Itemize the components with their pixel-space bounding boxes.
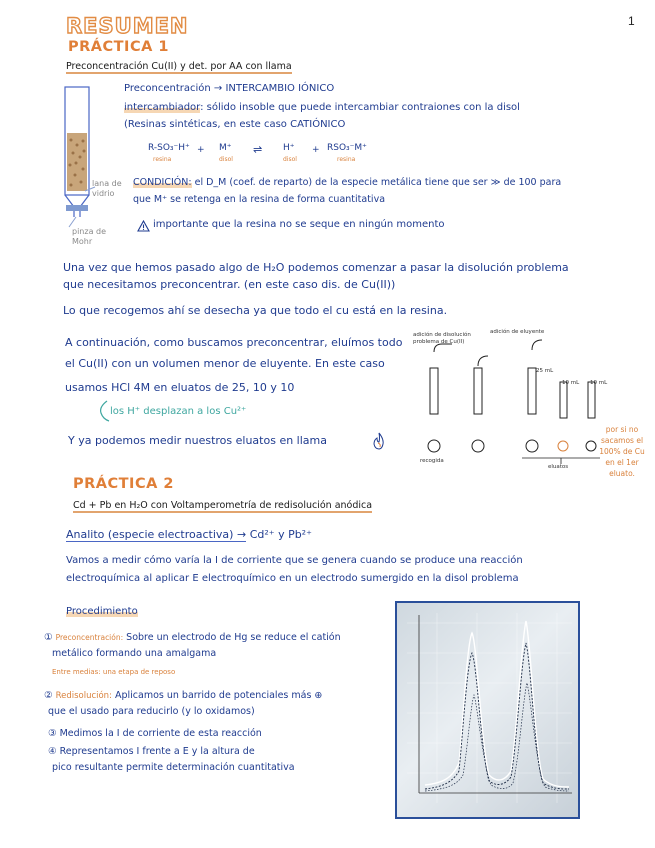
para3-line1: A continuación, como buscamos preconcentrar, eluímos todo (65, 336, 403, 349)
practica1-subtitle: Preconcentración Cu(II) y det. por AA con llama (66, 61, 292, 72)
pinza-pointer (69, 217, 76, 227)
resin-column-drawing (55, 85, 130, 245)
diagram-label-bottom-right: eluatos (548, 464, 569, 470)
diagram-flask-4 (558, 441, 568, 451)
diagram-column-3 (528, 368, 536, 414)
pinza-label: pinza de Mohr (72, 227, 107, 246)
page-title: RESUMEN (66, 14, 189, 38)
diagram-label-bottom-left: recogida (420, 458, 444, 464)
eq-r1-label: resina (153, 156, 172, 163)
diagram-label-e10a: 10 mL (562, 380, 580, 386)
step-2-text2: que el usado para reducirlo (y lo oxidamos) (48, 706, 255, 717)
condicion-label: CONDICIÓN: (133, 177, 192, 188)
diagram-column-2 (474, 368, 482, 414)
voltammogram-photo (395, 601, 580, 819)
step-3-text1: Medimos la I de corriente de esta reacción (59, 728, 262, 739)
condicion-text: el D_M (coef. de reparto) de la especie metálica tiene que ser ≫ de 100 para (194, 177, 562, 188)
step-1-text1: Sobre un electrodo de Hg se reduce el catión (126, 632, 341, 643)
step-3 (48, 728, 262, 739)
eq-plus2: + (312, 145, 320, 155)
step-1-text2: metálico formando una amalgama (52, 648, 217, 659)
step-1-label: Preconcentración: (55, 633, 124, 642)
practica1-heading: PRÁCTICA 1 (68, 39, 169, 55)
intercambiador-term: intercambiador (124, 102, 201, 113)
diagram-flask-1 (428, 440, 440, 452)
flame-icon (370, 431, 388, 451)
step-4-text2: pico resultante permite determinación cuantitativa (52, 762, 295, 773)
brace-bracket (97, 399, 111, 423)
diagram-flask-5 (586, 441, 596, 451)
diagram-flask-3 (526, 440, 538, 452)
resinas-line: (Resinas sintéticas, en este caso CATIÓNICO (124, 119, 346, 130)
practica2-subtitle: Cd + Pb en H₂O con Voltamperometría de redisolución anódica (73, 500, 373, 511)
procedimiento-label: Procedimiento (66, 606, 138, 617)
para1-line2: que necesitamos preconcentrar. (en este caso dis. de Cu(II)) (63, 278, 396, 291)
diagram-label-e25: 25 mL (536, 368, 554, 374)
diagram-column-4 (560, 382, 567, 418)
warning-text: importante que la resina no se seque en ningún momento (153, 219, 445, 230)
practica2-heading: PRÁCTICA 2 (73, 476, 174, 492)
warning-icon (137, 220, 150, 232)
step-4-text1: Representamos I frente a E y la altura de (59, 746, 255, 757)
reposo-note: Entre medias: una etapa de reposo (52, 668, 176, 676)
intercambiador-def: : sólido insoble que puede intercambiar contraiones con la disol (200, 102, 520, 113)
diagram-column-1 (430, 368, 438, 414)
intercambiador-line (124, 102, 520, 113)
step-2-text1: Aplicamos un barrido de potenciales más ⊕ (114, 690, 323, 701)
step-2-num: ② (44, 690, 53, 701)
analito-species: Cd²⁺ y Pb²⁺ (249, 528, 312, 541)
step-2 (44, 690, 322, 701)
para3-line3: usamos HCl 4M en eluatos de 25, 10 y 10 (65, 381, 295, 394)
condicion-text2: que M⁺ se retenga en la resina de forma cuantitativa (133, 194, 386, 205)
analito-text: Analito (especie electroactiva) → (66, 528, 247, 541)
diagram-flask-2 (472, 440, 484, 452)
step-1-num: ① (44, 632, 53, 643)
eq-p1-label: disol (283, 156, 297, 163)
analito-line (66, 528, 312, 541)
step-4-num: ④ (48, 746, 57, 757)
diagram-label-top-left: adición de disolución problema de Cu(II) (413, 332, 471, 345)
eq-arrow: ⇌ (253, 143, 263, 156)
eq-r2-label: disol (219, 156, 233, 163)
preconcentracion-line: Preconcentración → INTERCAMBIO IÓNICO (124, 83, 335, 94)
para4: Y ya podemos medir nuestros eluatos en llama (68, 434, 327, 447)
eq-r1: R-SO₃⁻H⁺ (148, 143, 190, 153)
side-note: por si no sacamos el 100% de Cu en el 1er eluato. (599, 425, 645, 478)
diagram-column-5 (588, 382, 595, 418)
glass-wool (66, 205, 88, 211)
eq-plus1: + (197, 145, 205, 155)
page-number: 1 (628, 14, 635, 28)
intro-line1: Vamos a medir cómo varía la I de corriente que se genera cuando se produce una reacción (66, 555, 523, 566)
step-1 (44, 632, 341, 643)
procedimiento-heading (66, 606, 138, 617)
condicion-line (133, 177, 561, 188)
diagram-label-top-right: adición de eluyente (490, 329, 545, 335)
para2: Lo que recogemos ahí se desecha ya que todo el cu está en la resina. (63, 304, 448, 317)
eq-p2: RSO₃⁻M⁺ (327, 143, 367, 153)
eq-p2-label: resina (337, 156, 356, 163)
eq-r2: M⁺ (219, 143, 232, 153)
step-4 (48, 746, 255, 757)
voltammogram-curve-1 (425, 621, 569, 787)
para1-line1: Una vez que hemos pasado algo de H₂O podemos comenzar a pasar la disolución problema (63, 261, 569, 274)
note-hplus: los H⁺ desplazan a los Cu²⁺ (110, 406, 247, 417)
voltammogram-graph (397, 603, 578, 817)
eq-p1: H⁺ (283, 143, 295, 153)
lana-label: lana de vidrio (92, 179, 122, 198)
diagram-label-e10b: 10 mL (590, 380, 608, 386)
voltammogram-curve-3 (425, 683, 569, 791)
step-2-label: Redisolución: (55, 691, 112, 701)
intro-line2: electroquímica al aplicar E electroquímico en un electrodo sumergido en la disol problema (66, 573, 519, 584)
para3-line2: el Cu(II) con un volumen menor de eluyente. En este caso (65, 357, 385, 370)
voltammogram-curve-2 (425, 643, 569, 789)
column-steps-diagram (410, 330, 615, 472)
step-3-num: ③ (48, 728, 57, 739)
